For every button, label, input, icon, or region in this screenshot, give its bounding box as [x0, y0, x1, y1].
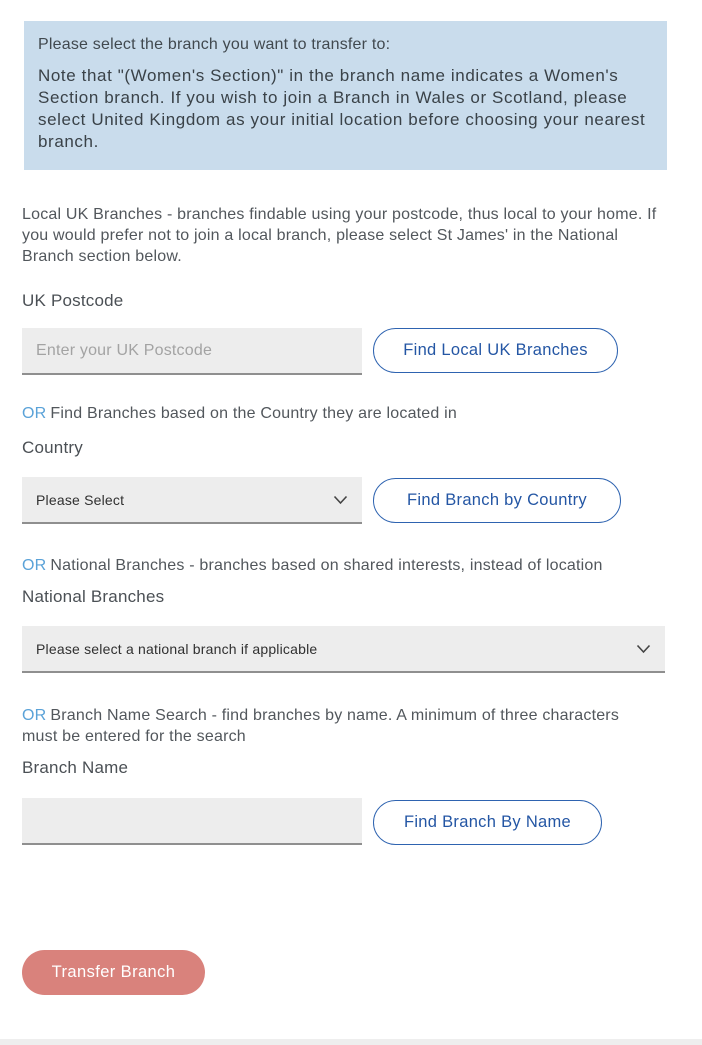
- transfer-branch-form: [0, 21, 702, 1045]
- country-label: Country: [22, 438, 83, 457]
- chevron-down-icon: [636, 644, 651, 654]
- find-branch-by-country-button[interactable]: Find Branch by Country: [373, 478, 621, 523]
- bottom-divider: [0, 1039, 702, 1045]
- find-local-uk-branches-button[interactable]: Find Local UK Branches: [373, 328, 618, 373]
- or-label: OR: [22, 557, 47, 574]
- name-section-heading: [22, 705, 647, 747]
- uk-postcode-label: UK Postcode: [22, 291, 124, 310]
- uk-postcode-input[interactable]: [22, 328, 362, 375]
- branch-name-input[interactable]: [22, 798, 362, 845]
- local-branches-description: Local UK Branches - branches findable using your postcode, thus local to your home. If you would prefer not to join a local branch, please select St James' in the National Branch section below.: [22, 206, 657, 265]
- info-intro-text: Please select the branch you want to transfer to:: [38, 36, 391, 53]
- national-branch-select-value: Please select a national branch if applicable: [36, 640, 318, 657]
- national-description-text: National Branches - branches based on shared interests, instead of location: [50, 557, 603, 574]
- branch-name-row: [22, 798, 702, 845]
- country-select[interactable]: [22, 477, 362, 524]
- country-section-heading: [22, 403, 647, 424]
- info-banner: [24, 21, 667, 170]
- branch-name-label: Branch Name: [22, 758, 129, 777]
- country-row: [22, 477, 702, 524]
- info-note-text: Note that "(Women's Section)" in the branch name indicates a Women's Section branch. If you wish to join a Branch in Wales or Scotland, please select United Kingdom as your initial location before choosing your nearest branch.: [38, 66, 646, 151]
- or-label: OR: [22, 707, 47, 724]
- country-description-text: Find Branches based on the Country they are located in: [50, 405, 458, 422]
- find-branch-by-name-button[interactable]: Find Branch By Name: [373, 800, 602, 845]
- chevron-down-icon: [333, 495, 348, 505]
- name-description-text: Branch Name Search - find branches by name. A minimum of three characters must be entered for the search: [22, 707, 620, 745]
- national-branch-select[interactable]: [22, 626, 665, 673]
- country-select-value: Please Select: [36, 491, 125, 508]
- transfer-branch-button[interactable]: Transfer Branch: [22, 950, 205, 995]
- national-section-heading: [22, 555, 647, 576]
- postcode-row: [22, 328, 702, 375]
- or-label: OR: [22, 405, 47, 422]
- national-branches-label: National Branches: [22, 587, 165, 606]
